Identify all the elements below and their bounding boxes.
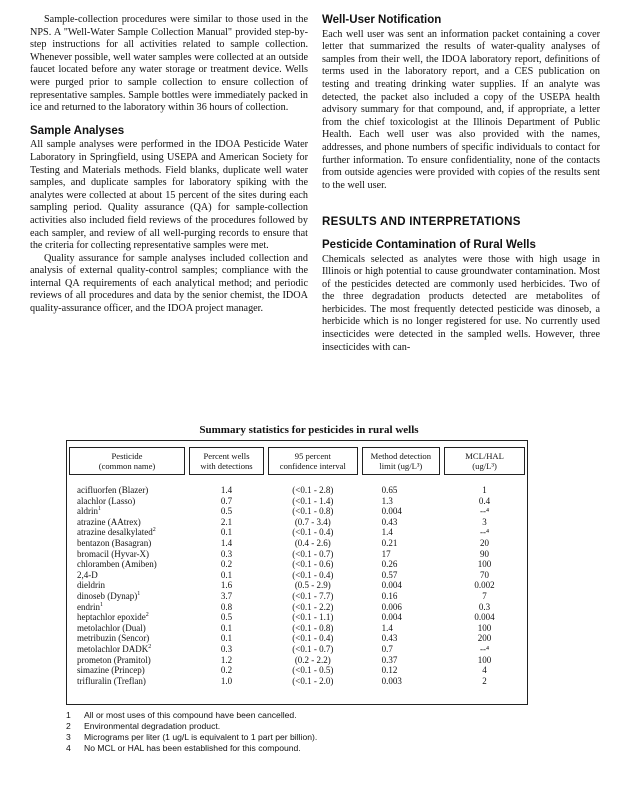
- table-row: [67, 580, 527, 591]
- footnote-number: 3: [66, 732, 71, 742]
- confidence-interval-cell-text: (<0.1 - 0.7): [292, 643, 334, 654]
- confidence-interval-cell-text: (<0.1 - 2.0): [292, 675, 334, 686]
- mcl-hal-cell: [442, 549, 527, 560]
- confidence-interval-cell: [266, 591, 359, 602]
- footnote-text: All or most uses of this compound have been cancelled.: [84, 710, 297, 720]
- sample-analyses-paragraph: All sample analyses were performed in the IDOA Pesticide Water Laboratory in Springfield, using USEPA and American Society for Testing and Materials methods. Field blanks, duplicate well water samples, and duplicate samples for laboratory spiking with the analytes were collected at about 15 percent of the sites during each sampling period. Quality assurance (QA) for sample-collection activities also included field reviews of the procedures followed by each sampler, and review of all well-purging records to ensure that the criteria for collecting representative samples were met.: [30, 139, 308, 252]
- pesticide-name-cell: [67, 633, 187, 644]
- notification-paragraph: Each well user was sent an information packet containing a cover letter that summarized the results of water-quality analyses of samples from their well, the IDOA laboratory report, definitions of terms used in the laboratory report, and a CES publication on testing and treating drinking water supplies. If an analyte was detected, the packet also included a copy of the USEPA health advisory summary for that compound, and, if appropriate, a letter from the chief toxicologist at the Illinois Department of Public Health. Each well user was also provided with the names, addresses, and phone numbers of specific individuals to contact for further information. To ensure confidentiality, none of the contacts from outside agencies were provided with copies of the results sent to the well user.: [322, 28, 600, 191]
- confidence-interval-cell: [266, 538, 359, 549]
- percent-cell: [187, 602, 266, 613]
- mcl-hal-cell-text: 0.004: [474, 612, 495, 623]
- detection-limit-cell-text: 1.4: [381, 622, 393, 633]
- pesticide-name-cell-text: simazine (Princep): [77, 665, 145, 676]
- percent-cell: [187, 506, 266, 517]
- table-row: [67, 665, 527, 676]
- quality-assurance-paragraph: Quality assurance for sample analyses included collection and analysis of external quality-control samples; compliance with the internal QA requirements of each analytical method; and periodic reviews of all procedures and data by the senior chemist, the IDOA quality-assurance officer, and the IDOA project manager.: [30, 252, 308, 315]
- table-row: [67, 538, 527, 549]
- detection-limit-cell: [360, 633, 443, 644]
- confidence-interval-cell-text: (<0.1 - 0.6): [292, 559, 334, 570]
- detection-limit-cell: [360, 612, 443, 623]
- percent-cell: [187, 655, 266, 666]
- table-row: [67, 570, 527, 581]
- mcl-hal-cell-text: 100: [477, 654, 492, 665]
- confidence-interval-cell: [266, 506, 359, 517]
- detection-limit-cell-text: 0.57: [381, 569, 398, 580]
- confidence-interval-cell: [266, 517, 359, 528]
- footnote: [66, 721, 536, 732]
- mcl-hal-cell-text: 70: [480, 569, 490, 580]
- confidence-interval-cell-text: (<0.1 - 0.8): [292, 506, 334, 517]
- footnotes: [66, 710, 536, 754]
- confidence-interval-cell: [266, 527, 359, 538]
- pesticide-name-cell: [67, 570, 187, 581]
- mcl-hal-cell: [442, 676, 527, 687]
- footnote-marker: 1: [98, 506, 101, 513]
- table-row: [67, 644, 527, 655]
- table-row: [67, 591, 527, 602]
- mcl-hal-cell: [442, 644, 527, 655]
- table-row: [67, 481, 527, 496]
- pesticide-name-cell-text: endrin: [77, 601, 100, 612]
- mcl-hal-cell: [442, 570, 527, 581]
- header-pesticide: [69, 447, 185, 475]
- sample-collection-paragraph: Sample-collection procedures were similar to those used in the NPS. A "Well-Water Sample Collection Manual" provided step-by-step instructions for all activities related to sample collection. Whenever possible, well water samples were collected at an outside faucet located before any water storage or treatment device. Wells were purged prior to sample collection to ensure collection of representative samples. Sample bottles were immediately packed in ice and returned to the laboratory within 36 hours of collection.: [30, 14, 308, 114]
- detection-limit-cell: [360, 591, 443, 602]
- mcl-hal-cell: [442, 591, 527, 602]
- header-percent-label: Percent wells: [203, 451, 250, 461]
- detection-limit-cell-text: 0.43: [381, 516, 398, 527]
- percent-cell: [187, 633, 266, 644]
- table-row: [67, 602, 527, 613]
- detection-limit-cell-text: 0.43: [381, 633, 398, 644]
- footnote-marker: 2: [145, 612, 149, 619]
- pesticide-name-cell: [67, 496, 187, 507]
- percent-cell: [187, 496, 266, 507]
- confidence-interval-cell: [266, 496, 359, 507]
- table-row: [67, 612, 527, 623]
- detection-limit-cell: [360, 602, 443, 613]
- well-user-notification-heading: Well-User Notification: [322, 14, 442, 26]
- detection-limit-cell: [360, 527, 443, 538]
- confidence-interval-cell: [266, 559, 359, 570]
- table-row: [67, 676, 527, 687]
- results-heading: RESULTS AND INTERPRETATIONS: [322, 216, 521, 229]
- detection-limit-cell-text: 0.16: [381, 590, 398, 601]
- percent-cell-text: 0.1: [220, 622, 233, 633]
- header-mcl: [444, 447, 525, 475]
- mcl-hal-cell: [442, 496, 527, 507]
- pesticide-name-cell: [67, 481, 187, 496]
- detection-limit-cell: [360, 559, 443, 570]
- confidence-interval-cell: [266, 633, 359, 644]
- header-limit-label: Method detection: [370, 451, 432, 461]
- detection-limit-cell-text: 0.006: [381, 601, 402, 612]
- confidence-interval-cell-text: (0.7 - 3.4): [294, 516, 331, 527]
- percent-cell-text: 0.8: [220, 601, 233, 612]
- mcl-hal-cell-text: 4: [482, 665, 487, 676]
- mcl-hal-cell-text: --⁴: [479, 643, 490, 654]
- footnote-text: Micrograms per liter (1 ug/L is equivalent to 1 part per billion).: [84, 732, 318, 742]
- percent-cell: [187, 644, 266, 655]
- header-limit-sublabel: limit (ug/L³): [379, 461, 423, 471]
- percent-cell-text: 0.3: [220, 548, 233, 559]
- detection-limit-cell-text: 0.12: [381, 665, 398, 676]
- footnote: [66, 710, 536, 721]
- detection-limit-cell-text: 0.65: [381, 485, 398, 495]
- mcl-hal-cell-text: 1: [482, 485, 487, 495]
- detection-limit-cell: [360, 549, 443, 560]
- percent-cell: [187, 612, 266, 623]
- confidence-interval-cell-text: (<0.1 - 0.4): [292, 633, 334, 644]
- confidence-interval-cell: [266, 570, 359, 581]
- mcl-hal-cell: [442, 665, 527, 676]
- percent-cell-text: 0.5: [220, 506, 233, 517]
- confidence-interval-cell-text: (<0.1 - 2.2): [292, 601, 334, 612]
- pesticide-name-cell-text: chloramben (Amiben): [77, 559, 157, 570]
- footnote-marker: 2: [148, 643, 152, 650]
- detection-limit-cell: [360, 676, 443, 687]
- pesticide-name-cell: [67, 644, 187, 655]
- percent-cell-text: 1.0: [220, 675, 233, 686]
- detection-limit-cell-text: 0.004: [381, 612, 402, 623]
- confidence-interval-cell-text: (<0.1 - 1.4): [292, 495, 334, 506]
- percent-cell-text: 2.1: [220, 516, 233, 527]
- pesticide-name-cell-text: dieldrin: [77, 580, 105, 591]
- header-percent: [189, 447, 264, 475]
- header-ci: [268, 447, 357, 475]
- header-mcl-sublabel: (ug/L³): [472, 461, 497, 471]
- pesticide-name-cell: [67, 676, 187, 687]
- table-row: [67, 506, 527, 517]
- header-ci-sublabel: confidence interval: [279, 461, 346, 471]
- pesticide-contamination-heading: Pesticide Contamination of Rural Wells: [322, 238, 536, 251]
- percent-cell-text: 0.7: [220, 495, 233, 506]
- confidence-interval-cell: [266, 676, 359, 687]
- pesticide-name-cell-text: atrazine desalkylated: [77, 527, 153, 538]
- mcl-hal-cell: [442, 506, 527, 517]
- header-pesticide-sublabel: (common name): [98, 461, 156, 471]
- table-header-row: [67, 441, 527, 481]
- header-pesticide-label: Pesticide: [111, 451, 143, 461]
- mcl-hal-cell-text: 100: [477, 622, 492, 633]
- pesticide-name-cell-text: bromacil (Hyvar-X): [77, 548, 150, 559]
- mcl-hal-cell: [442, 559, 527, 570]
- footnote-text: No MCL or HAL has been established for this compound.: [84, 743, 301, 753]
- pesticide-name-cell: [67, 538, 187, 549]
- footnote: [66, 732, 536, 743]
- mcl-hal-cell-text: 7: [482, 590, 487, 601]
- mcl-hal-cell: [442, 481, 527, 496]
- percent-cell: [187, 549, 266, 560]
- pesticide-name-cell-text: acifluorfen (Blazer): [77, 485, 149, 495]
- detection-limit-cell: [360, 506, 443, 517]
- table-row: [67, 633, 527, 644]
- table-row: [67, 655, 527, 666]
- detection-limit-cell: [360, 517, 443, 528]
- confidence-interval-cell-text: (0.4 - 2.6): [294, 537, 331, 548]
- percent-cell: [187, 623, 266, 634]
- mcl-hal-cell-text: --⁴: [479, 527, 490, 538]
- percent-cell-text: 0.1: [220, 569, 233, 580]
- percent-cell: [187, 517, 266, 528]
- confidence-interval-cell: [266, 549, 359, 560]
- percent-cell: [187, 580, 266, 591]
- header-ci-label: 95 percent: [294, 451, 331, 461]
- detection-limit-cell-text: 0.37: [381, 654, 398, 665]
- mcl-hal-cell-text: --⁴: [479, 506, 490, 517]
- footnote-marker: 1: [137, 590, 141, 597]
- mcl-hal-cell: [442, 612, 527, 623]
- percent-cell: [187, 665, 266, 676]
- table-row: [67, 559, 527, 570]
- right-column: [322, 14, 600, 354]
- pesticide-name-cell: [67, 655, 187, 666]
- percent-cell: [187, 570, 266, 581]
- pesticide-name-cell: [67, 665, 187, 676]
- table-row: [67, 517, 527, 528]
- table-body: [67, 481, 527, 686]
- footnote-number: 4: [66, 743, 71, 753]
- percent-cell-text: 0.2: [220, 559, 233, 570]
- pesticide-name-cell-text: bentazon (Basagran): [77, 537, 152, 548]
- confidence-interval-cell: [266, 612, 359, 623]
- pesticide-name-cell-text: metribuzin (Sencor): [77, 633, 150, 644]
- detection-limit-cell-text: 0.21: [381, 537, 398, 548]
- percent-cell-text: 0.3: [220, 643, 233, 654]
- confidence-interval-cell-text: (<0.1 - 0.4): [292, 569, 334, 580]
- confidence-interval-cell-text: (<0.1 - 0.8): [292, 622, 334, 633]
- mcl-hal-cell: [442, 538, 527, 549]
- mcl-hal-cell: [442, 623, 527, 634]
- left-column: [30, 14, 308, 316]
- footnote: [66, 743, 536, 754]
- pesticide-name-cell-text: heptachlor epoxide: [77, 612, 146, 623]
- pesticide-name-cell-text: atrazine (AAtrex): [77, 516, 141, 527]
- footnote-text: Environmental degradation product.: [84, 721, 221, 731]
- header-percent-sublabel: with detections: [200, 461, 253, 471]
- footnote-marker: 2: [152, 527, 156, 534]
- pesticide-name-cell-text: trifluralin (Treflan): [77, 675, 146, 686]
- detection-limit-cell-text: 0.004: [381, 580, 402, 591]
- confidence-interval-cell-text: (<0.1 - 1.1): [292, 612, 334, 623]
- percent-cell: [187, 676, 266, 687]
- confidence-interval-cell: [266, 623, 359, 634]
- mcl-hal-cell-text: 100: [477, 559, 492, 570]
- percent-cell-text: 1.4: [220, 537, 233, 548]
- pesticide-contamination-paragraph: Chemicals selected as analytes were those with high usage in Illinois or high potential to cause groundwater contamination. Most of the pesticides detected are commonly used herbicides. Two of the three degradation products detected are metabolites of herbicides. The most frequently detected pesticide was dinoseb, a herbicide which is no longer registered for use. No currently used insecticides were detected in the sampled wells. However, three insecticides with can-: [322, 253, 600, 353]
- pesticide-name-cell-text: prometon (Pramitol): [77, 654, 151, 665]
- mcl-hal-cell-text: 3: [482, 516, 487, 527]
- table-row: [67, 549, 527, 560]
- pesticide-name-cell: [67, 506, 187, 517]
- detection-limit-cell: [360, 481, 443, 496]
- detection-limit-cell-text: 17: [381, 548, 391, 559]
- pesticide-name-cell: [67, 517, 187, 528]
- footnote-number: 1: [66, 710, 71, 720]
- mcl-hal-cell: [442, 655, 527, 666]
- pesticide-name-cell: [67, 602, 187, 613]
- table-row: [67, 496, 527, 507]
- mcl-hal-cell-text: 0.002: [474, 580, 495, 591]
- detection-limit-cell: [360, 538, 443, 549]
- percent-cell-text: 0.2: [220, 665, 233, 676]
- mcl-hal-cell-text: 20: [480, 537, 490, 548]
- detection-limit-cell-text: 1.3: [381, 495, 393, 506]
- detection-limit-cell: [360, 644, 443, 655]
- percent-cell: [187, 481, 266, 496]
- confidence-interval-cell-text: (<0.1 - 0.4): [292, 527, 334, 538]
- pesticide-name-cell: [67, 580, 187, 591]
- pesticide-summary-table: [66, 440, 528, 705]
- footnote-number: 2: [66, 721, 71, 731]
- detection-limit-cell: [360, 570, 443, 581]
- pesticide-name-cell: [67, 591, 187, 602]
- detection-limit-cell-text: 0.26: [381, 559, 398, 570]
- mcl-hal-cell-text: 2: [482, 675, 487, 686]
- footnote-marker: 1: [100, 601, 103, 608]
- detection-limit-cell: [360, 655, 443, 666]
- detection-limit-cell-text: 1.4: [381, 527, 393, 538]
- percent-cell-text: 0.1: [220, 633, 233, 644]
- detection-limit-cell-text: 0.7: [381, 643, 393, 654]
- sample-analyses-heading: Sample Analyses: [30, 124, 125, 137]
- percent-cell-text: 1.4: [220, 485, 233, 495]
- mcl-hal-cell: [442, 602, 527, 613]
- confidence-interval-cell-text: (<0.1 - 7.7): [292, 590, 334, 601]
- detection-limit-cell: [360, 623, 443, 634]
- confidence-interval-cell: [266, 580, 359, 591]
- confidence-interval-cell-text: (<0.1 - 0.5): [292, 665, 334, 676]
- detection-limit-cell: [360, 580, 443, 591]
- header-limit: [362, 447, 441, 475]
- confidence-interval-cell-text: (0.5 - 2.9): [294, 580, 331, 591]
- confidence-interval-cell-text: (<0.1 - 0.7): [292, 548, 334, 559]
- confidence-interval-cell: [266, 481, 359, 496]
- pesticide-name-cell-text: metolachlor (Dual): [77, 622, 146, 633]
- detection-limit-cell: [360, 665, 443, 676]
- percent-cell-text: 3.7: [220, 590, 233, 601]
- detection-limit-cell: [360, 496, 443, 507]
- pesticide-name-cell: [67, 612, 187, 623]
- pesticide-name-cell: [67, 559, 187, 570]
- table-row: [67, 623, 527, 634]
- pesticide-name-cell: [67, 527, 187, 538]
- confidence-interval-cell: [266, 665, 359, 676]
- confidence-interval-cell: [266, 655, 359, 666]
- mcl-hal-cell-text: 0.4: [478, 495, 491, 506]
- confidence-interval-cell: [266, 602, 359, 613]
- percent-cell-text: 0.5: [220, 612, 233, 623]
- percent-cell: [187, 591, 266, 602]
- confidence-interval-cell-text: (0.2 - 2.2): [294, 654, 331, 665]
- pesticide-name-cell-text: 2,4-D: [77, 569, 98, 580]
- percent-cell: [187, 527, 266, 538]
- percent-cell: [187, 538, 266, 549]
- pesticide-name-cell-text: aldrin: [77, 506, 98, 517]
- confidence-interval-cell-text: (<0.1 - 2.8): [292, 485, 334, 495]
- pesticide-name-cell-text: alachlor (Lasso): [77, 495, 136, 506]
- table-row: [67, 527, 527, 538]
- mcl-hal-cell-text: 200: [477, 633, 492, 644]
- mcl-hal-cell: [442, 517, 527, 528]
- mcl-hal-cell: [442, 580, 527, 591]
- pesticide-name-cell: [67, 623, 187, 634]
- mcl-hal-cell-text: 0.3: [478, 601, 491, 612]
- detection-limit-cell-text: 0.003: [381, 675, 402, 686]
- percent-cell-text: 1.2: [220, 654, 233, 665]
- percent-cell-text: 0.1: [220, 527, 233, 538]
- mcl-hal-cell-text: 90: [480, 548, 490, 559]
- percent-cell: [187, 559, 266, 570]
- pesticide-name-cell: [67, 549, 187, 560]
- table-title: Summary statistics for pesticides in rural wells: [199, 424, 419, 436]
- mcl-hal-cell: [442, 527, 527, 538]
- detection-limit-cell-text: 0.004: [381, 506, 402, 517]
- header-mcl-label: MCL/HAL: [465, 451, 504, 461]
- pesticide-name-cell-text: metolachlor DADK: [77, 643, 149, 654]
- percent-cell-text: 1.6: [220, 580, 233, 591]
- mcl-hal-cell: [442, 633, 527, 644]
- confidence-interval-cell: [266, 644, 359, 655]
- pesticide-name-cell-text: dinoseb (Dynap): [77, 590, 138, 601]
